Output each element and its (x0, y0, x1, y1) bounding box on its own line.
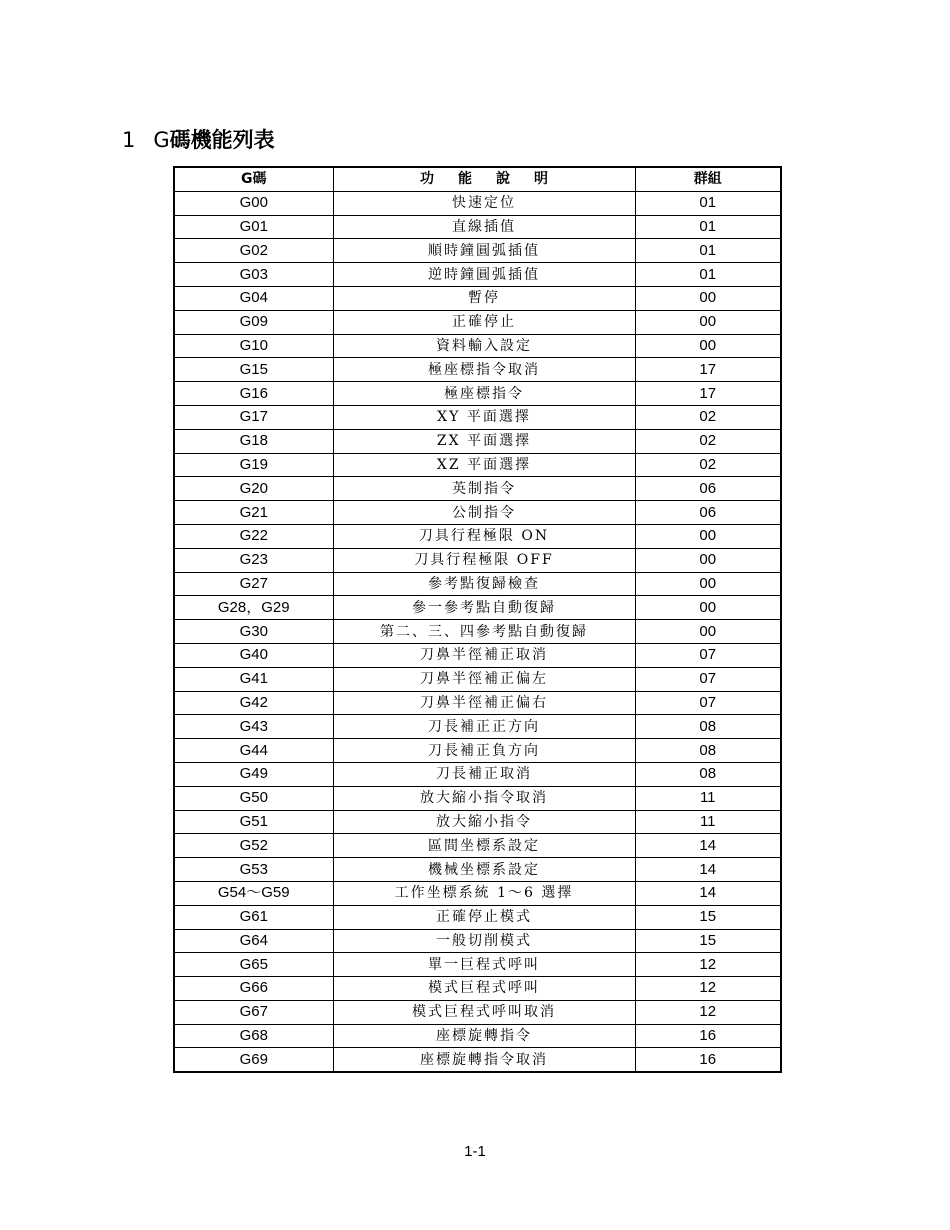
description-cell: 參一參考點自動復歸 (333, 596, 635, 620)
description-cell: 刀鼻半徑補正偏左 (333, 667, 635, 691)
table-row (174, 953, 781, 977)
table-row (174, 405, 781, 429)
group-cell: 00 (635, 310, 781, 334)
group-cell: 11 (635, 810, 781, 834)
page-number: 1-1 (464, 1143, 486, 1160)
gcode-cell: G64 (174, 929, 333, 953)
gcode-cell: G52 (174, 834, 333, 858)
description-cell: 直線插值 (333, 215, 635, 239)
group-cell: 01 (635, 191, 781, 215)
description-cell: 放大縮小指令 (333, 810, 635, 834)
description-cell: 區間坐標系設定 (333, 834, 635, 858)
group-cell: 12 (635, 977, 781, 1001)
description-cell: 暫停 (333, 286, 635, 310)
description-cell: 機械坐標系設定 (333, 858, 635, 882)
gcode-cell: G40 (174, 643, 333, 667)
group-cell: 08 (635, 762, 781, 786)
description-cell: ZX 平面選擇 (333, 429, 635, 453)
description-cell: 一般切削模式 (333, 929, 635, 953)
group-cell: 17 (635, 382, 781, 406)
table-row (174, 191, 781, 215)
group-cell: 08 (635, 739, 781, 763)
group-cell: 01 (635, 263, 781, 287)
group-cell: 15 (635, 929, 781, 953)
table-row (174, 762, 781, 786)
gcode-cell: G03 (174, 263, 333, 287)
table-row (174, 691, 781, 715)
group-cell: 16 (635, 1048, 781, 1072)
gcode-cell: G09 (174, 310, 333, 334)
gcode-cell: G54～G59 (174, 881, 333, 905)
group-cell: 00 (635, 596, 781, 620)
gcode-cell: G69 (174, 1048, 333, 1072)
table-row (174, 881, 781, 905)
gcode-cell: G01 (174, 215, 333, 239)
group-cell: 06 (635, 501, 781, 525)
group-cell: 14 (635, 881, 781, 905)
header-code: G碼 (174, 167, 333, 191)
table-row (174, 977, 781, 1001)
description-cell: 逆時鐘圓弧插值 (333, 263, 635, 287)
gcode-cell: G67 (174, 1000, 333, 1024)
gcode-cell: G18 (174, 429, 333, 453)
table-row (174, 643, 781, 667)
table-row (174, 524, 781, 548)
description-cell: 正確停止 (333, 310, 635, 334)
gcode-table (173, 166, 782, 1073)
description-cell: 刀具行程極限 OFF (333, 548, 635, 572)
group-cell: 00 (635, 572, 781, 596)
table-row (174, 620, 781, 644)
description-cell: 刀鼻半徑補正偏右 (333, 691, 635, 715)
table-row (174, 215, 781, 239)
description-cell: XZ 平面選擇 (333, 453, 635, 477)
description-cell: 單一巨程式呼叫 (333, 953, 635, 977)
description-cell: 順時鐘圓弧插值 (333, 239, 635, 263)
gcode-cell: G49 (174, 762, 333, 786)
table-row (174, 477, 781, 501)
gcode-cell: G66 (174, 977, 333, 1001)
table-row (174, 429, 781, 453)
gcode-cell: G00 (174, 191, 333, 215)
group-cell: 15 (635, 905, 781, 929)
description-cell: 刀鼻半徑補正取消 (333, 643, 635, 667)
gcode-cell: G23 (174, 548, 333, 572)
description-cell: 刀長補正取消 (333, 762, 635, 786)
table-row (174, 501, 781, 525)
table-row (174, 382, 781, 406)
group-cell: 08 (635, 715, 781, 739)
group-cell: 00 (635, 524, 781, 548)
group-cell: 14 (635, 834, 781, 858)
gcode-cell: G02 (174, 239, 333, 263)
group-cell: 00 (635, 334, 781, 358)
description-cell: 刀長補正正方向 (333, 715, 635, 739)
description-cell: XY 平面選擇 (333, 405, 635, 429)
group-cell: 00 (635, 548, 781, 572)
description-cell: 極座標指令取消 (333, 358, 635, 382)
table-row (174, 1024, 781, 1048)
table-row (174, 667, 781, 691)
gcode-cell: G41 (174, 667, 333, 691)
group-cell: 16 (635, 1024, 781, 1048)
table-header-row (174, 167, 781, 191)
table-row (174, 572, 781, 596)
group-cell: 07 (635, 667, 781, 691)
group-cell: 14 (635, 858, 781, 882)
description-cell: 資料輸入設定 (333, 334, 635, 358)
table-row (174, 286, 781, 310)
table-row (174, 929, 781, 953)
heading-g-letter: G (153, 128, 170, 152)
description-cell: 座標旋轉指令取消 (333, 1048, 635, 1072)
description-cell: 快速定位 (333, 191, 635, 215)
group-cell: 12 (635, 1000, 781, 1024)
group-cell: 00 (635, 286, 781, 310)
table-row (174, 263, 781, 287)
table-row (174, 358, 781, 382)
description-cell: 極座標指令 (333, 382, 635, 406)
description-cell: 正確停止模式 (333, 905, 635, 929)
gcode-cell: G65 (174, 953, 333, 977)
gcode-cell: G68 (174, 1024, 333, 1048)
gcode-cell: G61 (174, 905, 333, 929)
table-row (174, 715, 781, 739)
group-cell: 02 (635, 405, 781, 429)
gcode-cell: G19 (174, 453, 333, 477)
table-row (174, 739, 781, 763)
group-cell: 06 (635, 477, 781, 501)
gcode-cell: G17 (174, 405, 333, 429)
gcode-cell: G15 (174, 358, 333, 382)
group-cell: 07 (635, 691, 781, 715)
table-row (174, 1048, 781, 1072)
table-row (174, 810, 781, 834)
heading-title: 碼機能列表 (169, 128, 275, 152)
description-cell: 參考點復歸檢查 (333, 572, 635, 596)
header-group: 群組 (635, 167, 781, 191)
header-function: 功能說明 (333, 167, 635, 191)
page-heading (122, 124, 275, 154)
gcode-cell: G22 (174, 524, 333, 548)
description-cell: 工作坐標系統 1～6 選擇 (333, 881, 635, 905)
gcode-cell: G27 (174, 572, 333, 596)
table-row (174, 239, 781, 263)
description-cell: 放大縮小指令取消 (333, 786, 635, 810)
gcode-cell: G51 (174, 810, 333, 834)
gcode-cell: G44 (174, 739, 333, 763)
table-row (174, 834, 781, 858)
group-cell: 12 (635, 953, 781, 977)
description-cell: 座標旋轉指令 (333, 1024, 635, 1048)
table-row (174, 786, 781, 810)
group-cell: 02 (635, 429, 781, 453)
description-cell: 英制指令 (333, 477, 635, 501)
gcode-cell: G04 (174, 286, 333, 310)
gcode-cell: G42 (174, 691, 333, 715)
description-cell: 模式巨程式呼叫取消 (333, 1000, 635, 1024)
table-row (174, 334, 781, 358)
gcode-cell: G50 (174, 786, 333, 810)
gcode-cell: G53 (174, 858, 333, 882)
group-cell: 07 (635, 643, 781, 667)
group-cell: 17 (635, 358, 781, 382)
table-row (174, 548, 781, 572)
group-cell: 02 (635, 453, 781, 477)
group-cell: 01 (635, 215, 781, 239)
group-cell: 00 (635, 620, 781, 644)
description-cell: 刀具行程極限 ON (333, 524, 635, 548)
table-row (174, 453, 781, 477)
table-row (174, 858, 781, 882)
description-cell: 公制指令 (333, 501, 635, 525)
section-number: 1 (122, 128, 136, 152)
gcode-cell: G30 (174, 620, 333, 644)
gcode-cell: G43 (174, 715, 333, 739)
gcode-cell: G20 (174, 477, 333, 501)
table-row (174, 596, 781, 620)
gcode-cell: G16 (174, 382, 333, 406)
description-cell: 第二、三、四參考點自動復歸 (333, 620, 635, 644)
gcode-cell: G28，G29 (174, 596, 333, 620)
table-row (174, 1000, 781, 1024)
description-cell: 刀長補正負方向 (333, 739, 635, 763)
table-row (174, 310, 781, 334)
group-cell: 11 (635, 786, 781, 810)
gcode-cell: G21 (174, 501, 333, 525)
description-cell: 模式巨程式呼叫 (333, 977, 635, 1001)
group-cell: 01 (635, 239, 781, 263)
gcode-cell: G10 (174, 334, 333, 358)
table-row (174, 905, 781, 929)
